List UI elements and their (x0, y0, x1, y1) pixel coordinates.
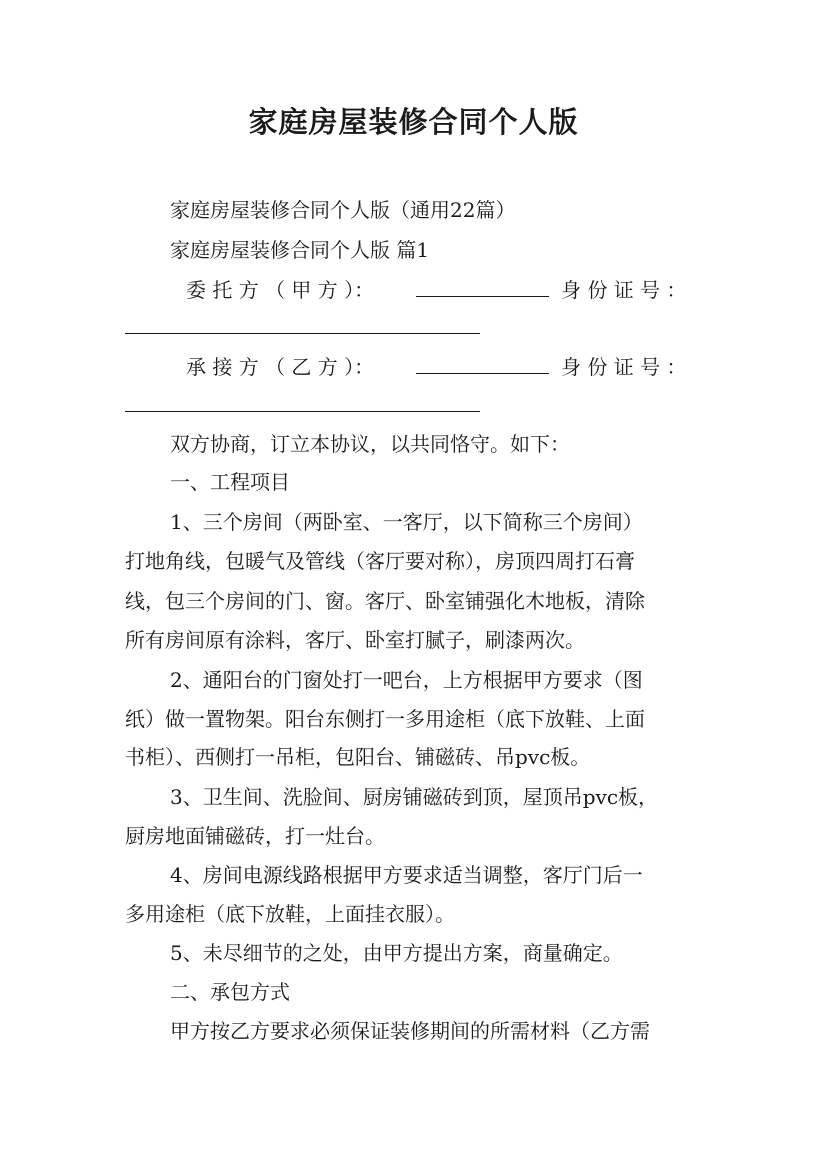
body-line: 2、通阳台的门窗处打一吧台，上方根据甲方要求（图 (170, 668, 643, 692)
party-a-name-blank (416, 296, 549, 297)
party-a-id-blank (125, 333, 480, 334)
body-line: 4、房间电源线路根据甲方要求适当调整，客厅门后一 (170, 863, 643, 887)
body-line: 纸）做一置物架。阳台东侧打一多用途柜（底下放鞋、上面 (125, 707, 645, 731)
body-line: 书柜）、西侧打一吊柜，包阳台、铺磁砖、吊pvc板。 (125, 745, 591, 769)
party-a-id-label: 身 份 证 号 ： (561, 278, 687, 302)
section-heading: 家庭房屋装修合同个人版 篇1 (170, 238, 430, 262)
party-b-id-label: 身 份 证 号 ： (561, 355, 687, 379)
body-line: 厨房地面铺磁砖，打一灶台。 (125, 824, 385, 848)
section-heading-contract: 二、承包方式 (170, 980, 290, 1004)
party-a-label: 委 托 方 （ 甲 方 ）： (186, 278, 375, 302)
body-line: 双方协商，订立本协议，以共同恪守。如下： (170, 432, 570, 456)
body-line: 1、三个房间（两卧室、一客厅，以下简称三个房间） (170, 510, 643, 534)
section-heading-project: 一、工程项目 (170, 470, 290, 494)
party-b-id-blank (125, 411, 480, 412)
body-line: 所有房间原有涂料，客厅、卧室打腻子，刷漆两次。 (125, 628, 585, 652)
document-subtitle: 家庭房屋装修合同个人版（通用22篇） (170, 198, 516, 222)
party-b-label: 承 接 方 （ 乙 方 ）： (186, 355, 375, 379)
document-title: 家庭房屋装修合同个人版 (248, 105, 579, 139)
body-line: 甲方按乙方要求必须保证装修期间的所需材料（乙方需 (170, 1019, 650, 1043)
body-line: 线，包三个房间的门、窗。客厅、卧室铺强化木地板，清除 (125, 589, 645, 613)
body-line: 5、未尽细节的之处，由甲方提出方案，商量确定。 (170, 941, 623, 965)
party-b-name-blank (416, 373, 549, 374)
body-line: 打地角线，包暖气及管线（客厅要对称），房顶四周打石膏 (125, 549, 635, 573)
body-line: 3、卫生间、洗脸间、厨房铺磁砖到顶，屋顶吊pvc板， (170, 785, 659, 809)
body-line: 多用途柜（底下放鞋，上面挂衣服）。 (125, 902, 455, 926)
